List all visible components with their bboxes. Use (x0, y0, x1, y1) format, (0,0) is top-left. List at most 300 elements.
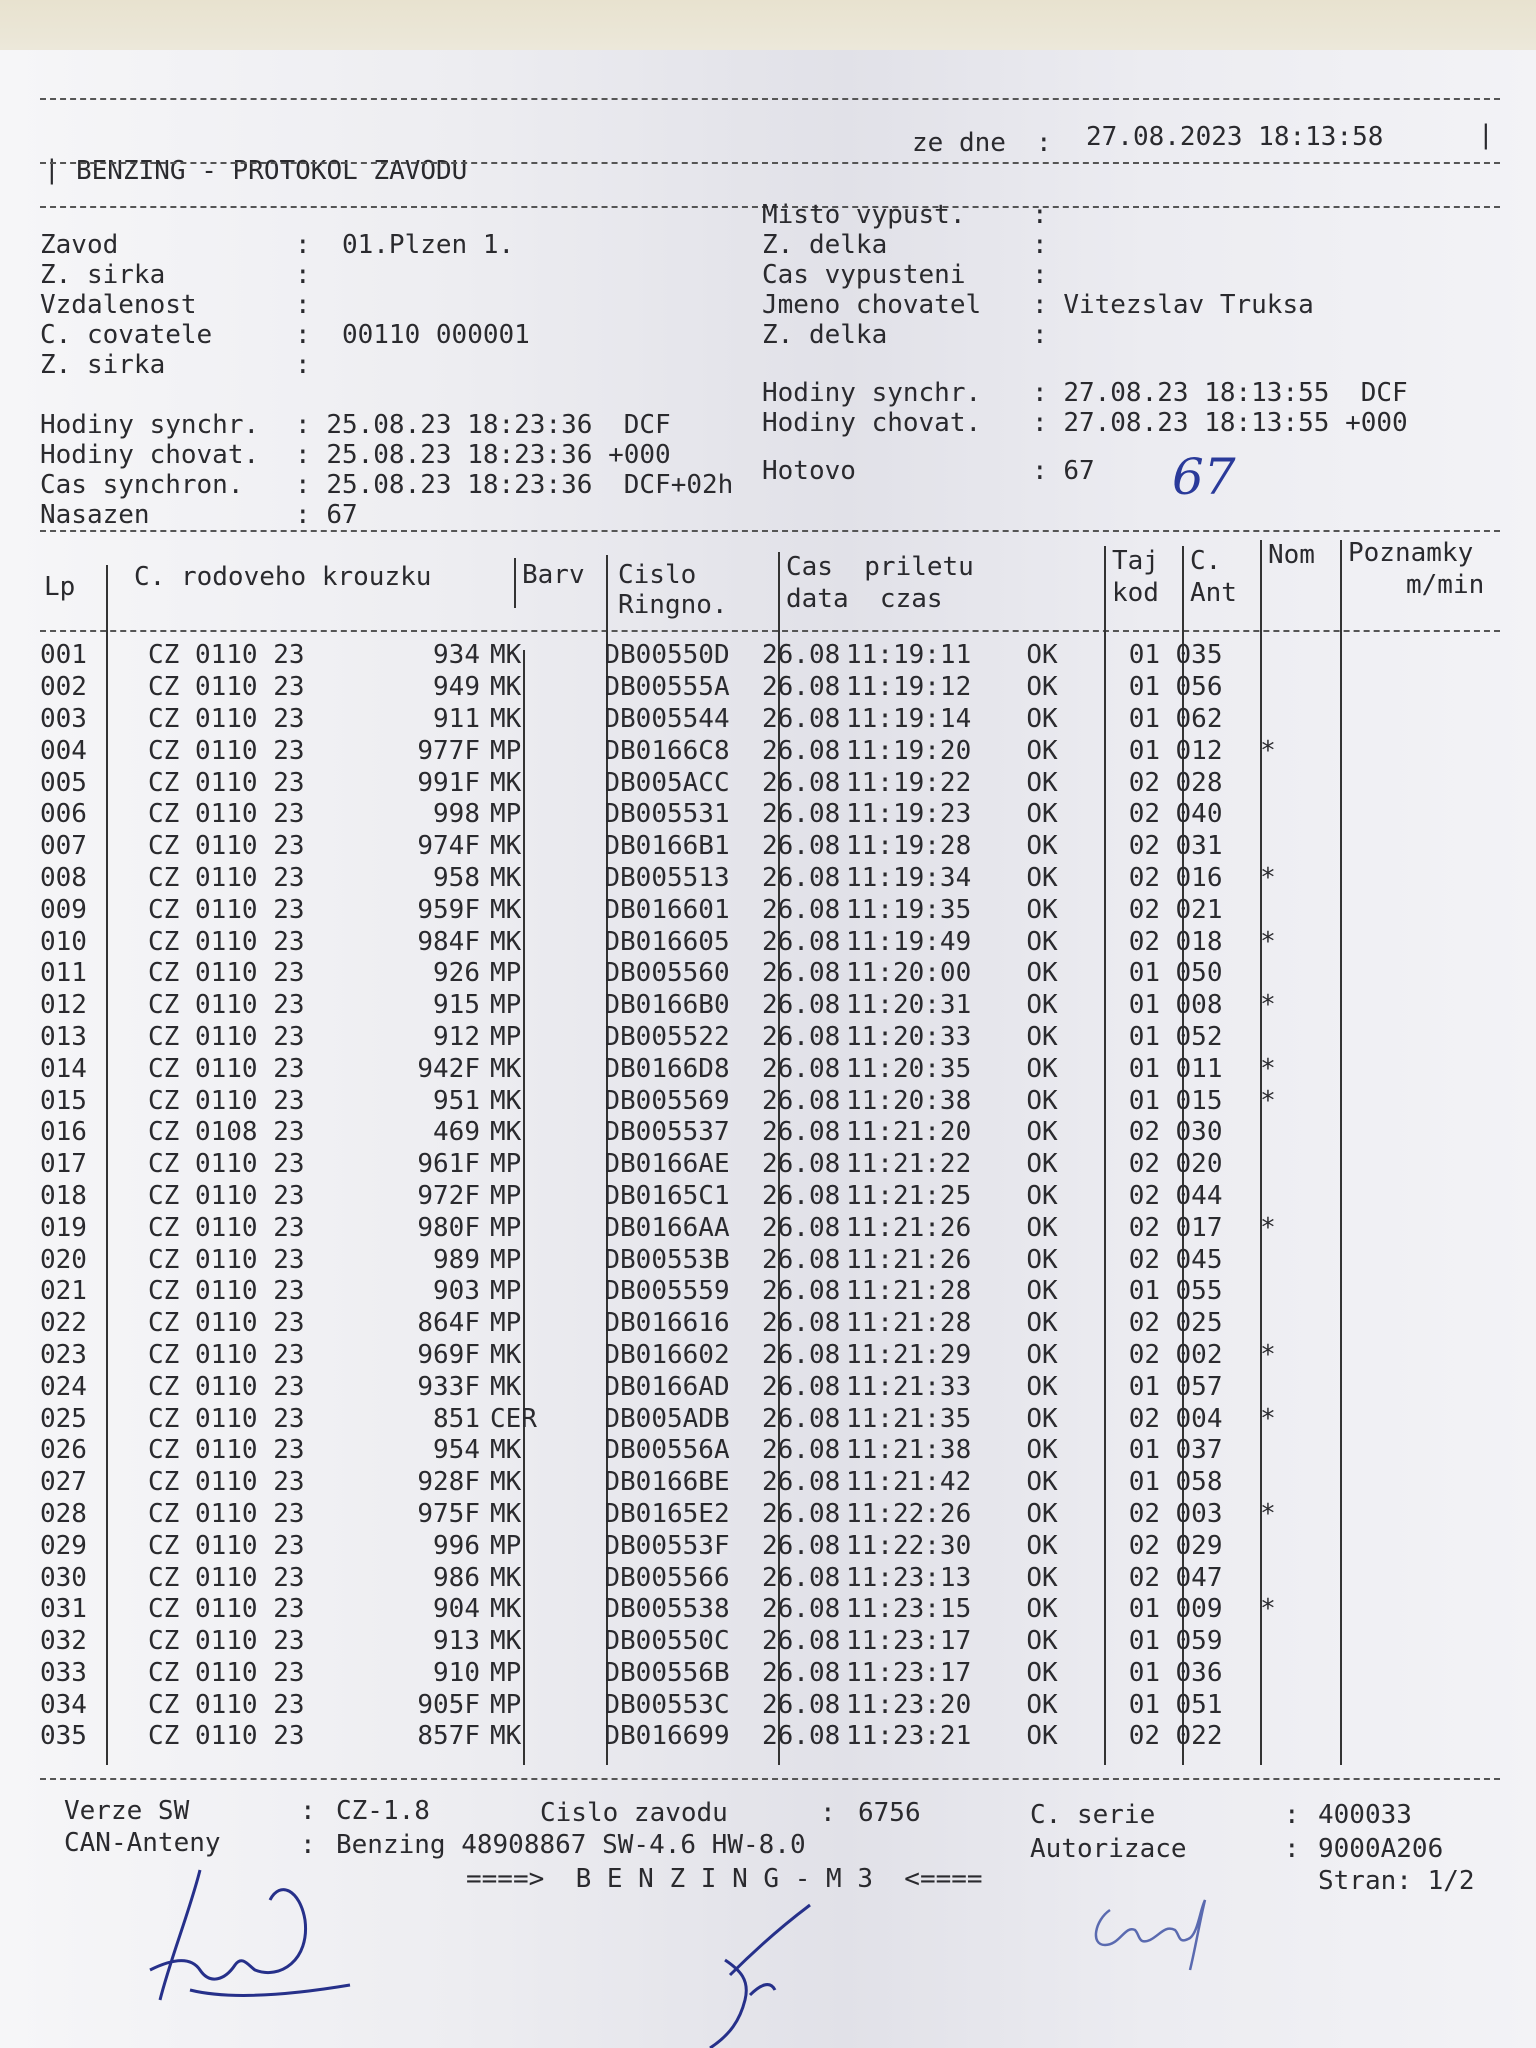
colon: : (300, 1830, 316, 1860)
row-chip: DB005560 (604, 958, 730, 989)
row-chip: DB016602 (604, 1339, 730, 1370)
row-date: 26.08 (762, 1371, 841, 1402)
col-notes-2: m/min (1406, 570, 1485, 600)
row-note (1238, 1689, 1298, 1721)
table-row (40, 1244, 1298, 1276)
row-lp: 017 (40, 1149, 87, 1180)
row-color: MP (490, 1149, 522, 1180)
row-color: MP (490, 958, 522, 989)
header-right-bar: | (1478, 120, 1494, 150)
row-note (1238, 894, 1298, 926)
row-color: MK (490, 1594, 522, 1625)
row-date: 26.08 (762, 1276, 841, 1307)
row-lp: 027 (40, 1467, 87, 1498)
row-lp: 020 (40, 1244, 87, 1275)
row-antenna: 02 (1128, 767, 1160, 798)
row-time: 11:21:28 (846, 1276, 972, 1307)
table-row (40, 1117, 1298, 1149)
row-note (1238, 1371, 1298, 1403)
footer-race-value: 6756 (858, 1798, 921, 1828)
info-row: Misto vypust. : (762, 200, 1064, 230)
row-ring: CZ 0110 23 (148, 1530, 305, 1561)
row-time: 11:23:13 (846, 1562, 972, 1593)
row-color: MK (490, 1626, 522, 1657)
sync-value: 67 (326, 500, 358, 530)
row-ring: CZ 0110 23 (148, 1594, 305, 1625)
row-ring: CZ 0110 23 (148, 831, 305, 862)
sync-value: 67 (1063, 456, 1095, 486)
row-ring: CZ 0110 23 (148, 1149, 305, 1180)
row-note (1238, 672, 1298, 704)
row-nom: 058 (1175, 1467, 1223, 1498)
row-date: 26.08 (762, 958, 841, 989)
row-ring-number: 913 (433, 1626, 480, 1657)
row-ring-number: 864F (417, 1308, 480, 1339)
row-lp: 024 (40, 1371, 87, 1402)
row-date: 26.08 (762, 1149, 841, 1180)
row-note (1238, 1022, 1298, 1054)
sync-row: Hodiny synchr. : 27.08.23 18:13:55 DCF (762, 378, 1408, 408)
row-color: MK (490, 1371, 522, 1402)
row-note (1238, 1276, 1298, 1308)
sync-value: 27.08.23 18:13:55 (1063, 378, 1330, 408)
sync-label: Hodiny chovat. (40, 440, 260, 470)
footer-serial-label: C. serie (1030, 1800, 1156, 1830)
row-code: OK (1026, 990, 1058, 1021)
row-chip: DB005531 (604, 799, 730, 830)
info-label: Z. sirka (40, 350, 166, 380)
row-chip: DB0166BE (604, 1467, 730, 1498)
row-nom: 025 (1175, 1308, 1223, 1339)
footer-sw-label: Verze SW (64, 1796, 190, 1826)
row-nom: 051 (1175, 1689, 1223, 1720)
row-color: MK (490, 926, 522, 957)
row-color: MK (490, 1085, 522, 1116)
row-note (1238, 1530, 1298, 1562)
row-color: MP (490, 1689, 522, 1720)
row-ring: CZ 0110 23 (148, 1657, 305, 1688)
row-antenna: 02 (1128, 1403, 1160, 1434)
row-note: * (1260, 735, 1276, 766)
row-ring-number: 942F (417, 1053, 480, 1084)
row-nom: 017 (1175, 1212, 1223, 1243)
table-row (40, 894, 1298, 926)
row-code: OK (1026, 1308, 1058, 1339)
col-arrival-1: Cas priletu (786, 552, 974, 582)
row-antenna: 01 (1128, 1435, 1160, 1466)
row-nom: 011 (1175, 1053, 1223, 1084)
arrivals-table (40, 640, 1298, 1753)
row-lp: 006 (40, 799, 87, 830)
row-date: 26.08 (762, 767, 841, 798)
row-code: OK (1026, 1467, 1058, 1498)
row-code: OK (1026, 1276, 1058, 1307)
row-nom: 059 (1175, 1626, 1223, 1657)
row-nom: 009 (1175, 1594, 1223, 1625)
row-time: 11:23:20 (846, 1689, 972, 1720)
row-lp: 023 (40, 1339, 87, 1370)
info-row: Z. sirka : (40, 350, 342, 380)
row-date: 26.08 (762, 1212, 841, 1243)
footer-page (1318, 1866, 1475, 1896)
row-ring: CZ 0110 23 (148, 1180, 305, 1211)
row-note (1238, 1658, 1298, 1690)
row-ring: CZ 0110 23 (148, 640, 305, 671)
row-lp: 016 (40, 1117, 87, 1148)
col-code-1: Taj (1112, 546, 1159, 576)
row-antenna: 01 (1128, 640, 1160, 671)
table-row (40, 1530, 1298, 1562)
table-row (40, 1435, 1298, 1467)
row-color: MK (490, 894, 522, 925)
race-info-right (762, 200, 1314, 350)
info-label: Z. delka (762, 320, 888, 350)
row-ring-number: 961F (417, 1149, 480, 1180)
col-ant-2: Ant (1190, 578, 1237, 608)
row-date: 26.08 (762, 1562, 841, 1593)
sync-suffix: DCF (1360, 378, 1408, 408)
table-row (40, 1085, 1298, 1117)
table-row (40, 1499, 1298, 1531)
signature-left (130, 1860, 370, 2010)
row-color: MP (490, 735, 522, 766)
row-ring-number: 910 (433, 1657, 480, 1688)
row-ring-number: 933F (417, 1371, 480, 1402)
row-note (1238, 1149, 1298, 1181)
row-time: 11:20:38 (846, 1085, 972, 1116)
table-row (40, 1371, 1298, 1403)
row-chip: DB0166AE (604, 1149, 730, 1180)
sync-label: Nasazen (40, 500, 150, 530)
row-color: MK (490, 640, 522, 671)
row-note (1238, 1467, 1298, 1499)
row-antenna: 02 (1128, 799, 1160, 830)
row-ring-number: 912 (433, 1021, 480, 1052)
info-value: Vitezslav Truksa (1063, 290, 1314, 320)
row-date: 26.08 (762, 990, 841, 1021)
row-ring-number: 972F (417, 1180, 480, 1211)
row-ring: CZ 0110 23 (148, 1339, 305, 1370)
table-row (40, 1403, 1298, 1435)
info-value: 01.Plzen 1. (341, 230, 515, 260)
row-date: 26.08 (762, 1626, 841, 1657)
handwritten-count: 67 (1172, 448, 1236, 506)
row-note: * (1260, 1053, 1276, 1084)
row-color: CER (490, 1403, 537, 1434)
row-nom: 028 (1175, 767, 1223, 798)
row-antenna: 02 (1128, 1149, 1160, 1180)
info-label: Z. delka (762, 230, 888, 260)
row-ring: CZ 0110 23 (148, 958, 305, 989)
table-row (40, 735, 1298, 767)
info-row: C. covatele : 00110 000001 (40, 320, 530, 350)
row-antenna: 02 (1128, 894, 1160, 925)
row-code: OK (1026, 1435, 1058, 1466)
sync-suffix: DCF (623, 410, 671, 440)
row-lp: 033 (40, 1657, 87, 1688)
row-ring-number: 986 (433, 1562, 480, 1593)
row-color: MP (490, 1308, 522, 1339)
row-chip: DB00555A (604, 672, 730, 703)
row-date: 26.08 (762, 926, 841, 957)
row-nom: 036 (1175, 1657, 1223, 1688)
row-ring-number: 951 (433, 1085, 480, 1116)
row-ring-number: 974F (417, 831, 480, 862)
row-color: MK (490, 767, 522, 798)
row-date: 26.08 (762, 1308, 841, 1339)
sync-label: Hodiny chovat. (762, 408, 982, 438)
row-code: OK (1026, 799, 1058, 830)
col-notes-1: Poznamky (1348, 538, 1474, 568)
info-label: Jmeno chovatel (762, 290, 982, 320)
row-ring-number: 911 (433, 703, 480, 734)
row-lp: 028 (40, 1498, 87, 1529)
row-antenna: 01 (1128, 958, 1160, 989)
row-date: 26.08 (762, 862, 841, 893)
sync-row: Cas synchron. : 25.08.23 18:23:36 DCF+02h (40, 470, 734, 500)
row-color: MP (490, 1180, 522, 1211)
row-time: 11:22:26 (846, 1498, 972, 1529)
row-time: 11:20:31 (846, 990, 972, 1021)
row-nom: 056 (1175, 672, 1223, 703)
row-time: 11:20:35 (846, 1053, 972, 1084)
row-ring: CZ 0110 23 (148, 1467, 305, 1498)
row-date: 26.08 (762, 1117, 841, 1148)
row-note (1238, 704, 1298, 736)
table-row (40, 1181, 1298, 1213)
row-antenna: 02 (1128, 1308, 1160, 1339)
table-row (40, 1594, 1298, 1626)
row-time: 11:19:14 (846, 703, 972, 734)
row-lp: 007 (40, 831, 87, 862)
title-underline-rule (40, 162, 1500, 164)
row-ring: CZ 0110 23 (148, 799, 305, 830)
row-lp: 005 (40, 767, 87, 798)
row-nom: 030 (1175, 1117, 1223, 1148)
sync-value: 25.08.23 18:23:36 (326, 410, 593, 440)
col-ring: C. rodoveho krouzku (134, 562, 432, 592)
row-ring: CZ 0110 23 (148, 1721, 305, 1752)
row-time: 11:19:22 (846, 767, 972, 798)
row-time: 11:20:33 (846, 1021, 972, 1052)
row-time: 11:21:42 (846, 1467, 972, 1498)
row-note (1238, 1721, 1298, 1753)
row-nom: 012 (1175, 735, 1223, 766)
row-antenna: 02 (1128, 1562, 1160, 1593)
colon: : (1036, 128, 1052, 158)
row-chip: DB00550D (604, 640, 730, 671)
row-antenna: 01 (1128, 735, 1160, 766)
row-time: 11:19:35 (846, 894, 972, 925)
row-date: 26.08 (762, 1721, 841, 1752)
row-note (1238, 831, 1298, 863)
row-code: OK (1026, 926, 1058, 957)
row-time: 11:22:30 (846, 1530, 972, 1561)
row-note (1238, 767, 1298, 799)
row-antenna: 02 (1128, 1180, 1160, 1211)
row-color: MP (490, 1212, 522, 1243)
info-label: Zavod (40, 230, 119, 260)
info-row: Z. delka : (762, 320, 1064, 350)
row-code: OK (1026, 894, 1058, 925)
row-nom: 018 (1175, 926, 1223, 957)
table-head-top-rule (40, 530, 1500, 532)
row-antenna: 01 (1128, 1689, 1160, 1720)
row-code: OK (1026, 703, 1058, 734)
row-ring: CZ 0108 23 (148, 1117, 305, 1148)
row-ring: CZ 0110 23 (148, 1562, 305, 1593)
info-row: Cas vypusteni : (762, 260, 1064, 290)
row-code: OK (1026, 1339, 1058, 1370)
info-value: 00110 000001 (341, 320, 530, 350)
report-date-value: 27.08.2023 18:13:58 (1086, 122, 1384, 152)
row-ring: CZ 0110 23 (148, 1435, 305, 1466)
row-date: 26.08 (762, 1403, 841, 1434)
row-ring: CZ 0110 23 (148, 1244, 305, 1275)
row-code: OK (1026, 958, 1058, 989)
row-color: MP (490, 1657, 522, 1688)
sync-row: Hotovo : 67 (762, 456, 1095, 486)
row-chip: DB00550C (604, 1626, 730, 1657)
col-chip-1: Cislo (618, 560, 697, 590)
row-ring: CZ 0110 23 (148, 735, 305, 766)
row-color: MK (490, 1562, 522, 1593)
row-antenna: 01 (1128, 1467, 1160, 1498)
row-chip: DB00556B (604, 1657, 730, 1688)
row-chip: DB005566 (604, 1562, 730, 1593)
row-time: 11:21:33 (846, 1371, 972, 1402)
row-chip: DB0166AD (604, 1371, 730, 1402)
info-row: Vzdalenost : (40, 290, 342, 320)
row-ring: CZ 0110 23 (148, 1053, 305, 1084)
footer-serial-value: 400033 (1318, 1800, 1412, 1830)
info-label: Z. sirka (40, 260, 166, 290)
row-color: MK (490, 1721, 522, 1752)
table-row (40, 1689, 1298, 1721)
row-code: OK (1026, 1021, 1058, 1052)
row-date: 26.08 (762, 894, 841, 925)
row-nom: 020 (1175, 1149, 1223, 1180)
row-code: OK (1026, 1371, 1058, 1402)
row-nom: 050 (1175, 958, 1223, 989)
row-nom: 040 (1175, 799, 1223, 830)
row-date: 26.08 (762, 1085, 841, 1116)
row-note (1238, 799, 1298, 831)
sync-value: 27.08.23 18:13:55 (1063, 408, 1330, 438)
row-ring: CZ 0110 23 (148, 1021, 305, 1052)
sync-label: Cas synchron. (40, 470, 244, 500)
row-nom: 015 (1175, 1085, 1223, 1116)
row-code: OK (1026, 1244, 1058, 1275)
row-code: OK (1026, 767, 1058, 798)
row-time: 11:19:23 (846, 799, 972, 830)
row-note: * (1260, 1498, 1276, 1529)
row-chip: DB0165C1 (604, 1180, 730, 1211)
signature-right (1080, 1890, 1230, 1980)
row-ring-number: 926 (433, 958, 480, 989)
row-code: OK (1026, 1149, 1058, 1180)
row-code: OK (1026, 831, 1058, 862)
table-row (40, 831, 1298, 863)
row-ring-number: 975F (417, 1498, 480, 1529)
row-ring: CZ 0110 23 (148, 767, 305, 798)
row-time: 11:23:21 (846, 1721, 972, 1752)
row-color: MK (490, 1435, 522, 1466)
row-code: OK (1026, 1180, 1058, 1211)
row-antenna: 01 (1128, 672, 1160, 703)
top-dashed-rule (40, 98, 1500, 100)
sync-value: 25.08.23 18:23:36 (326, 470, 593, 500)
row-lp: 015 (40, 1085, 87, 1116)
info-row: Zavod : 01.Plzen 1. (40, 230, 515, 260)
row-lp: 026 (40, 1435, 87, 1466)
row-code: OK (1026, 1626, 1058, 1657)
row-time: 11:21:26 (846, 1244, 972, 1275)
row-antenna: 02 (1128, 926, 1160, 957)
row-chip: DB005522 (604, 1021, 730, 1052)
table-row (40, 1212, 1298, 1244)
table-row (40, 767, 1298, 799)
sync-suffix: +000 (608, 440, 671, 470)
table-row (40, 926, 1298, 958)
row-nom: 031 (1175, 831, 1223, 862)
row-lp: 018 (40, 1180, 87, 1211)
row-date: 26.08 (762, 1657, 841, 1688)
info-label: C. covatele (40, 320, 213, 350)
row-ring-number: 996 (433, 1530, 480, 1561)
col-divider (1340, 540, 1342, 1765)
row-chip: DB0166B1 (604, 831, 730, 862)
colon: : (1284, 1800, 1300, 1830)
row-antenna: 02 (1128, 1117, 1160, 1148)
row-chip: DB00553C (604, 1689, 730, 1720)
row-date: 26.08 (762, 1594, 841, 1625)
row-color: MK (490, 1498, 522, 1529)
sync-row: Hodiny chovat. : 27.08.23 18:13:55 +000 (762, 408, 1408, 438)
row-date: 26.08 (762, 1530, 841, 1561)
row-color: MP (490, 1021, 522, 1052)
row-note (1238, 640, 1298, 672)
row-color: MP (490, 1244, 522, 1275)
row-chip: DB016616 (604, 1308, 730, 1339)
report-title: BENZING - PROTOKOL ZAVODU (76, 156, 468, 186)
row-chip: DB005538 (604, 1594, 730, 1625)
row-ring-number: 954 (433, 1435, 480, 1466)
row-chip: DB005569 (604, 1085, 730, 1116)
row-ring-number: 915 (433, 990, 480, 1021)
row-note: * (1260, 1594, 1276, 1625)
row-chip: DB005559 (604, 1276, 730, 1307)
row-ring: CZ 0110 23 (148, 1308, 305, 1339)
row-nom: 004 (1175, 1403, 1223, 1434)
footer-page-label: Stran: (1318, 1866, 1412, 1896)
row-nom: 021 (1175, 894, 1223, 925)
row-color: MK (490, 831, 522, 862)
col-lp: Lp (44, 572, 76, 602)
row-lp: 014 (40, 1053, 87, 1084)
row-lp: 034 (40, 1689, 87, 1720)
row-note: * (1260, 1212, 1276, 1243)
row-nom: 044 (1175, 1180, 1223, 1211)
row-antenna: 02 (1128, 1212, 1160, 1243)
row-color: MK (490, 862, 522, 893)
row-ring-number: 851 (433, 1403, 480, 1434)
table-row (40, 1721, 1298, 1753)
sync-suffix: +000 (1345, 408, 1408, 438)
row-ring: CZ 0110 23 (148, 1276, 305, 1307)
footer-sw-value: CZ-1.8 (336, 1796, 430, 1826)
row-ring-number: 989 (433, 1244, 480, 1275)
